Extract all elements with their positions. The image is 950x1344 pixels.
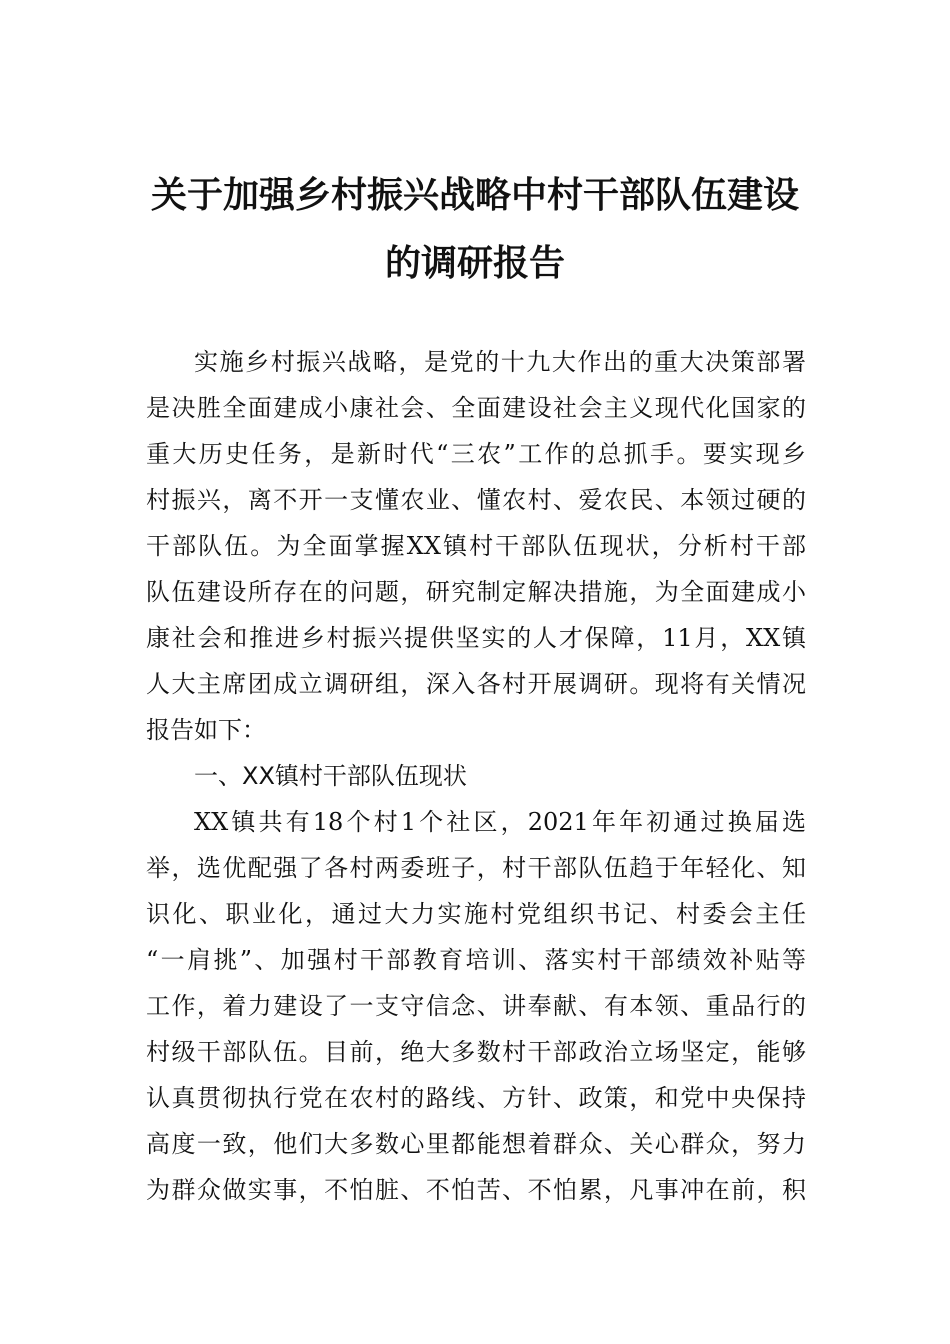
intro-line: 报告如下： — [146, 716, 266, 744]
section-line: 为群众做实事，不怕脏、不怕苦、不怕累，凡事冲在前，积 — [146, 1176, 806, 1204]
intro-line: 队伍建设所存在的问题，研究制定解决措施，为全面建成小 — [146, 578, 806, 606]
intro-line: 人大主席团成立调研组，深入各村开展调研。现将有关情况 — [146, 670, 806, 698]
section-line: 认真贯彻执行党在农村的路线、方针、政策，和党中央保持 — [146, 1084, 806, 1112]
intro-line: 重大历史任务，是新时代“三农”工作的总抓手。要实现乡 — [146, 440, 806, 468]
intro-line: 康社会和推进乡村振兴提供坚实的人才保障，11月，XX镇 — [146, 624, 806, 652]
document-title-line-1: 关于加强乡村振兴战略中村干部队伍建设 — [150, 175, 799, 216]
section-line: 高度一致，他们大多数心里都能想着群众、关心群众，努力 — [146, 1130, 806, 1158]
section-line: 识化、职业化，通过大力实施村党组织书记、村委会主任 — [146, 900, 806, 928]
section-line: 村级干部队伍。目前，绝大多数村干部政治立场坚定，能够 — [146, 1038, 806, 1066]
intro-line: 实施乡村振兴战略，是党的十九大作出的重大决策部署 — [194, 348, 806, 376]
intro-line: 村振兴，离不开一支懂农业、懂农村、爱农民、本领过硬的 — [146, 486, 806, 514]
section-line: “一肩挑”、加强村干部教育培训、落实村干部绩效补贴等 — [146, 946, 806, 974]
section-heading: 一、XX镇村干部队伍现状 — [194, 762, 467, 790]
section-line: XX镇共有18个村1个社区，2021年年初通过换届选 — [194, 808, 806, 836]
section-line: 举，选优配强了各村两委班子，村干部队伍趋于年轻化、知 — [146, 854, 806, 882]
section-line: 工作，着力建设了一支守信念、讲奉献、有本领、重品行的 — [146, 992, 806, 1020]
intro-line: 是决胜全面建成小康社会、全面建设社会主义现代化国家的 — [146, 394, 806, 422]
document-title-line-2: 的调研报告 — [384, 243, 565, 284]
intro-line: 干部队伍。为全面掌握XX镇村干部队伍现状，分析村干部 — [146, 532, 806, 560]
